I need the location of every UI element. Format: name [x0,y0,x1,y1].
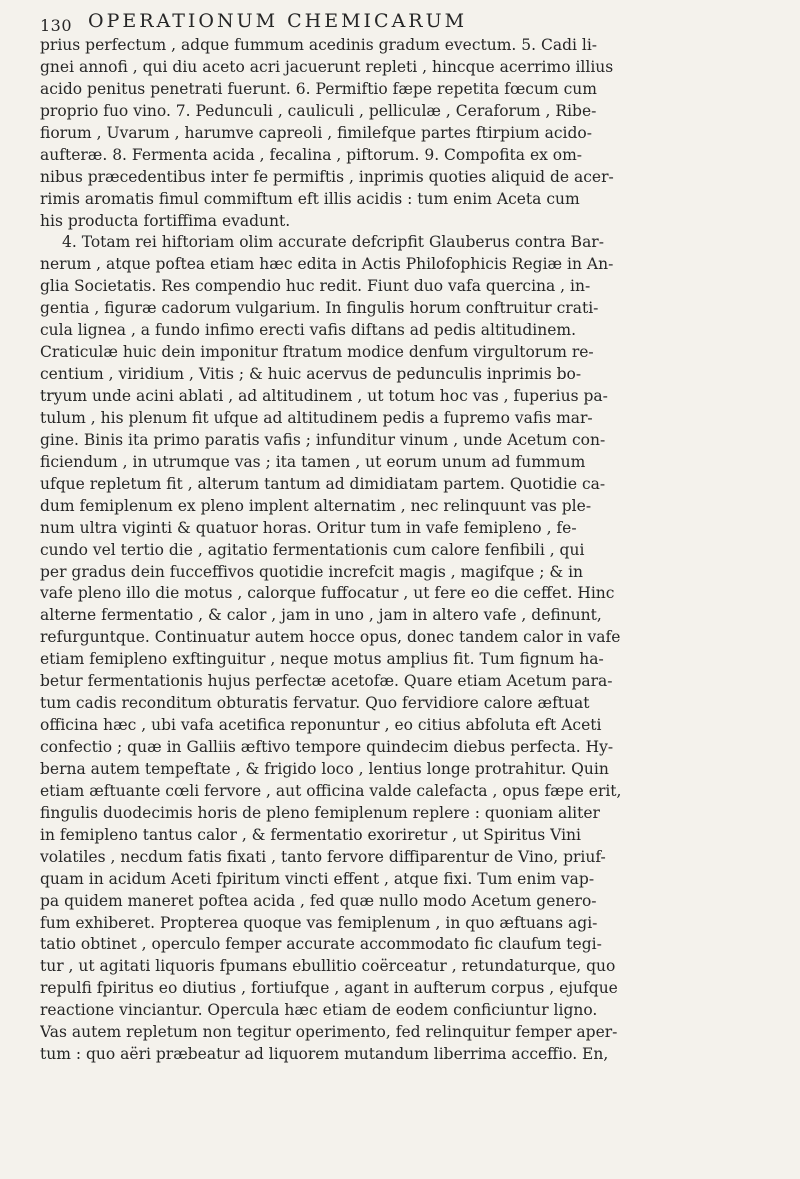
text-line: etiam femipleno exftinguitur , neque motus amplius fit. Tum fignum ha- [40,650,604,669]
text-line: aufteræ. 8. Fermenta acida , fecalina , piftorum. 9. Compofita ex om- [40,145,583,164]
text-line: officina hæc , ubi vafa acetifica reponuntur , eo citius abfoluta eft Aceti [40,716,602,735]
text-line: reactione vinciantur. Opercula hæc etiam de eodem conficiuntur ligno. [40,1001,598,1020]
text-line: proprio fuo vino. 7. Pedunculi , cauliculi , pelliculæ , Ceraforum , Ribe- [40,101,597,120]
text-line: rimis aromatis fimul commiftum eft illis acidis : tum enim Aceta cum [40,189,580,208]
text-line: cundo vel tertio die , agitatio fermentationis cum calore fenfibili , qui [40,540,585,559]
text-line: dum femiplenum ex pleno implent alternatim , nec relinquunt vas ple- [40,496,592,515]
text-line: tum cadis reconditum obturatis fervatur. Quo fervidiore calore æftuat [40,694,590,713]
running-head: OPERATIONUM CHEMICARUM [88,10,468,32]
text-line: cula lignea , a fundo infimo erecti vafis diftans ad pedis altitudinem. [40,321,577,340]
text-line: his producta fortiffima evadunt. [40,211,291,230]
text-line: quam in acidum Aceti fpiritum vincti effent , atque fixi. Tum enim vap- [40,869,595,888]
text-line: ficiendum , in utrumque vas ; ita tamen , ut eorum unum ad fummum [40,452,586,471]
page-header [40,10,762,34]
text-line: fingulis duodecimis horis de pleno femiplenum replere : quoniam aliter [40,803,600,822]
text-line: nerum , atque poftea etiam hæc edita in Actis Philofophicis Regiæ in An- [40,255,614,274]
text-line: gnei annofi , qui diu aceto acri jacuerunt repleti , hincque acerrimo illius [40,57,614,76]
text-line: glia Societatis. Res compendio huc redit. Fiunt duo vafa quercina , in- [40,277,591,296]
text-line: tur , ut agitati liquoris fpumans ebullitio coërceatur , retundaturque, quo [40,957,616,976]
text-line: repulfi fpiritus eo diutius , fortiufque , agant in aufterum corpus , ejufque [40,979,618,998]
text-line: tatio obtinet , operculo femper accurate accommodato fic claufum tegi- [40,935,602,954]
text-line: fiorum , Uvarum , harumve capreoli , fimilefque partes ftirpium acido- [40,123,593,142]
text-line: Craticulæ huic dein imponitur ftratum modice denfum virgultorum re- [40,343,594,362]
page-number: 130 [40,16,73,35]
text-line: pa quidem maneret poftea acida , fed quæ nullo modo Acetum genero- [40,891,597,910]
text-line: tum : quo aëri præbeatur ad liquorem mutandum liberrima acceffio. En, [40,1045,609,1064]
text-line: confectio ; quæ in Galliis æftivo tempore quindecim diebus perfecta. Hy- [40,738,614,756]
text-line: acido penitus penetrati fuerunt. 6. Permiftio fæpe repetita fœcum cum [40,79,597,98]
text-line: in femipleno tantus calor , & fermentatio exoriretur , ut Spiritus Vini [40,825,581,844]
text-line: refurguntque. Continuatur autem hocce opus, donec tandem calor in vafe [40,628,621,647]
text-line: volatiles , necdum fatis fixati , tanto fervore diffiparentur de Vino, priuf- [40,847,606,866]
text-line: prius perfectum , adque fummum acedinis gradum evectum. 5. Cadi li- [40,36,598,54]
text-line: etiam æftuante cœli fervore , aut officina valde calefacta , opus fæpe erit, [40,781,622,800]
text-line: alterne fermentatio , & calor , jam in uno , jam in altero vafe , definunt, [40,606,602,625]
text-line: centium , viridium , Vitis ; & huic acervus de pedunculis inprimis bo- [40,365,582,384]
text-line: gine. Binis ita primo paratis vafis ; infunditur vinum , unde Acetum con- [40,430,606,449]
text-line: ufque repletum fit , alterum tantum ad dimidiatam partem. Quotidie ca- [40,474,606,493]
body-text [40,35,762,1066]
text-line: Vas autem repletum non tegitur operimento, fed relinquitur femper aper- [40,1023,618,1042]
text-line: betur fermentationis hujus perfectæ acetofæ. Quare etiam Acetum para- [40,672,613,691]
text-line: berna autem tempeftate , & frigido loco , lentius longe protrahitur. Quin [40,759,609,778]
text-line: fum exhiberet. Propterea quoque vas femiplenum , in quo æftuans agi- [40,913,598,932]
text-line: tulum , his plenum fit ufque ad altitudinem pedis a fupremo vafis mar- [40,408,593,427]
text-line: tryum unde acini ablati , ad altitudinem , ut totum hoc vas , fuperius pa- [40,387,608,405]
text-line: gentia , figuræ cadorum vulgarium. In fingulis horum conftruitur crati- [40,299,599,318]
text-line: num ultra viginti & quatuor horas. Oritur tum in vafe femipleno , fe- [40,518,577,537]
text-line: vafe pleno illo die motus , calorque fuffocatur , ut fere eo die ceffet. Hinc [40,584,615,603]
text-line: nibus præcedentibus inter fe permiftis , inprimis quoties aliquid de acer- [40,167,614,186]
text-line: 4. Totam rei hiftoriam olim accurate defcripfit Glauberus contra Bar- [62,233,604,252]
text-line: per gradus dein fucceffivos quotidie increfcit magis , magifque ; & in [40,562,584,581]
